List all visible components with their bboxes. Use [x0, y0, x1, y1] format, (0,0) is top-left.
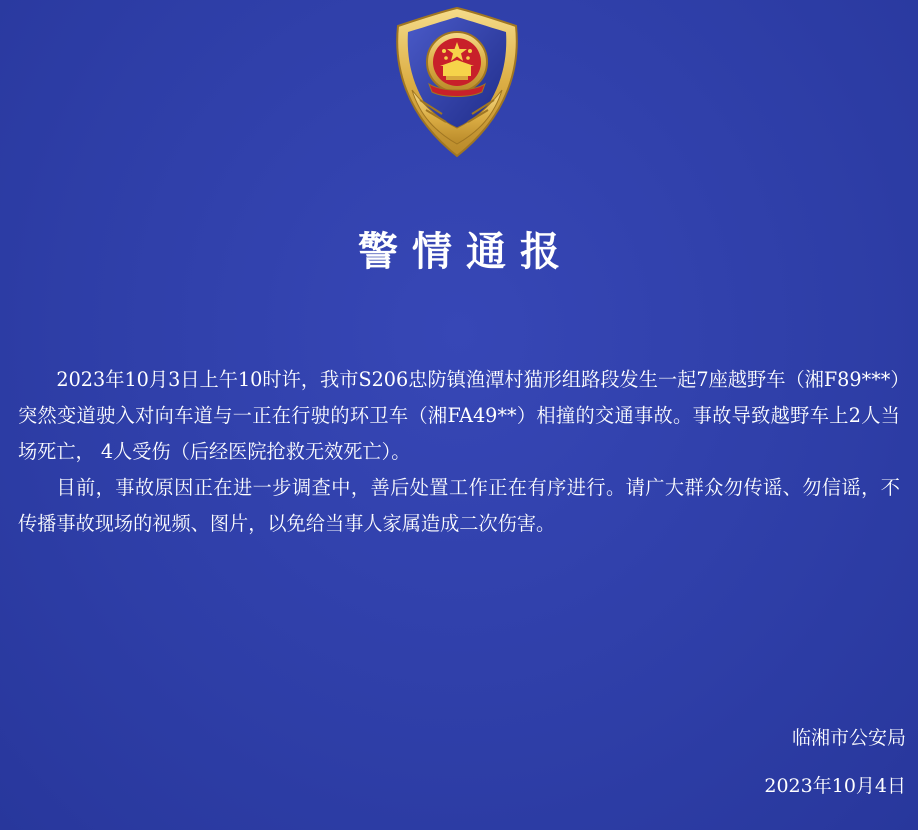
issuer-name: 临湘市公安局	[791, 727, 906, 749]
issue-date: 2023年10月4日	[764, 775, 906, 797]
notice-paragraph-1: 2023年10月3日上午10时许，我市S206忠防镇渔潭村猫形组路段发生一起7座越野车（湘F89***）突然变道驶入对向车道与一正在行驶的环卫车（湘FA49**）相撞的交通事故。事故导致越野车上2人当场死亡， 4人受伤（后经医院抢救无效死亡）。	[18, 368, 900, 463]
notice-paragraph-2: 目前，事故原因正在进一步调查中，善后处置工作正在有序进行。请广大群众勿传谣、勿信谣，不传播事故现场的视频、图片，以免给当事人家属造成二次伤害。	[18, 476, 900, 535]
police-emblem-icon	[382, 4, 532, 160]
notice-body	[18, 362, 900, 542]
notice-title: 警情通报	[358, 229, 574, 275]
